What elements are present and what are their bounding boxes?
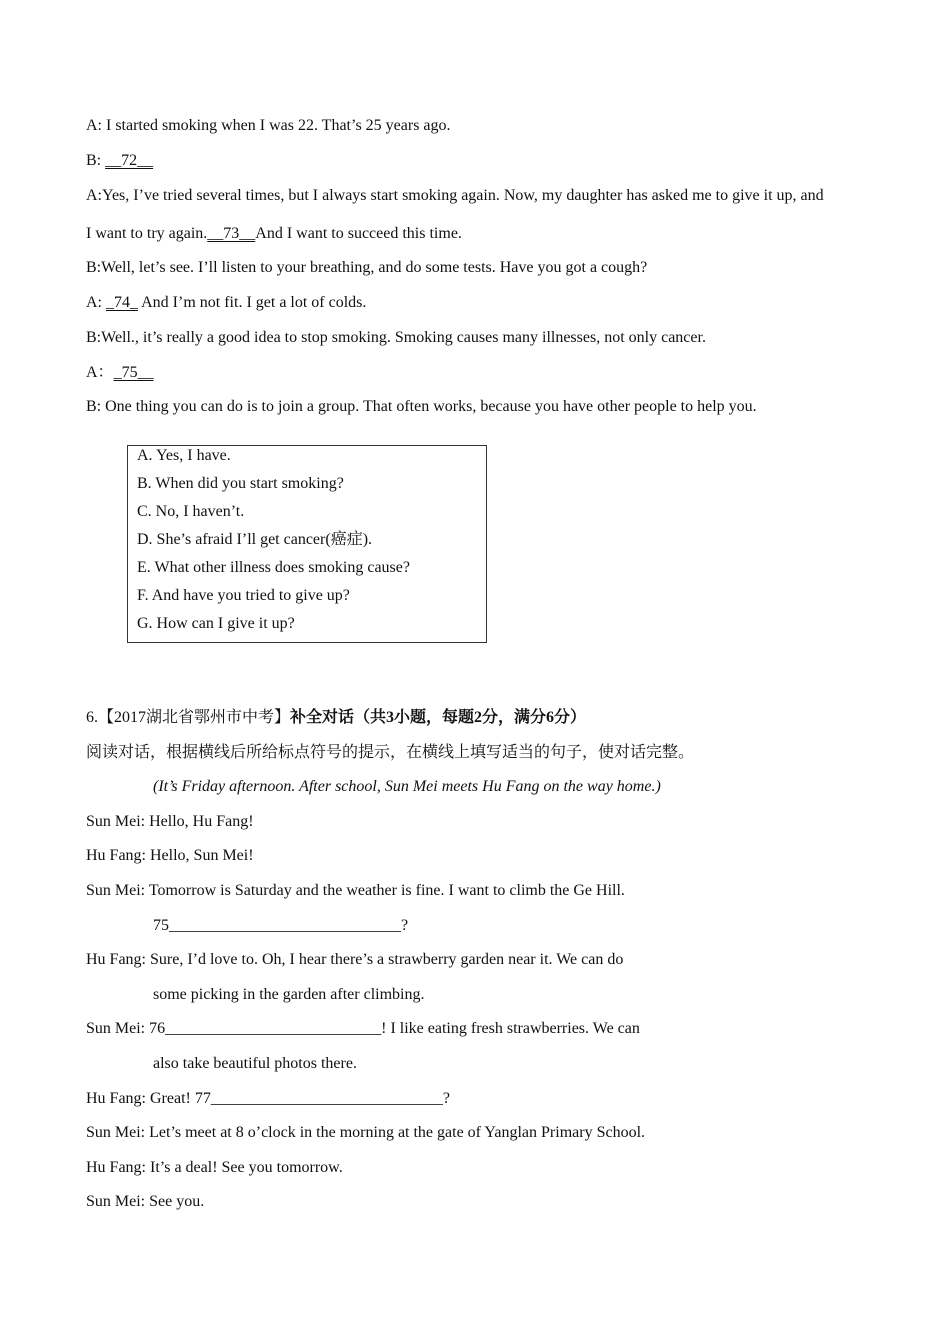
dialogue-line: Sun Mei: 76___________________________! I like eating fresh strawberries. We can [86,1020,640,1037]
question-heading [86,708,586,728]
line-text: B: [86,152,106,169]
blank-75: _75__ [113,364,154,381]
dialogue-line: B:Well, let’s see. I’ll listen to your breathing, and do some tests. Have you got a cough? [86,259,648,276]
option-f: F. And have you tried to give up? [137,587,350,604]
dialogue-line: Hu Fang: Great! 77_____________________________? [86,1090,450,1107]
line-text: A： [86,364,114,381]
instruction: 阅读对话，根据横线后所给标点符号的提示，在横线上填写适当的句子，使对话完整。 [86,744,695,761]
dialogue-line: B:Well., it’s really a good idea to stop smoking. Smoking causes many illnesses, not only cancer. [86,329,706,346]
question-number: 6. [86,709,98,726]
dialogue-line [86,363,154,383]
dialogue-line: Hu Fang: Sure, I’d love to. Oh, I hear there’s a strawberry garden near it. We can do [86,951,624,968]
line-text: And I want to succeed this time. [255,225,462,242]
question-title: 补全对话（共3小题，每题2分，满分6分） [290,709,587,726]
blank-74: _74_ [106,294,138,311]
option-c: C. No, I haven’t. [137,503,245,520]
option-g: G. How can I give it up? [137,615,295,632]
dialogue-line: Sun Mei: See you. [86,1193,205,1210]
line-text: A: [86,294,106,311]
dialogue-line: 75_____________________________? [153,917,409,934]
dialogue-line: A:Yes, I’ve tried several times, but I always start smoking again. Now, my daughter has asked me to give it up, and [86,187,824,204]
scene-description: (It’s Friday afternoon. After school, Sun Mei meets Hu Fang on the way home.) [153,778,661,795]
question-source: 【2017湖北省鄂州市中考】 [98,709,291,726]
option-a: A. Yes, I have. [137,447,231,464]
dialogue-line: B: One thing you can do is to join a group. That often works, because you have other people to help you. [86,398,757,415]
dialogue-line: Sun Mei: Tomorrow is Saturday and the weather is fine. I want to climb the Ge Hill. [86,882,625,899]
dialogue-line [86,151,153,171]
dialogue-line [86,293,366,313]
option-d: D. She’s afraid I’ll get cancer(癌症). [137,531,373,548]
blank-72: __72__ [105,152,154,169]
blank-73: __73__ [207,225,256,242]
dialogue-line [86,224,462,244]
dialogue-line: Hu Fang: It’s a deal! See you tomorrow. [86,1159,343,1176]
dialogue-line: Sun Mei: Let’s meet at 8 o’clock in the morning at the gate of Yanglan Primary School. [86,1124,646,1141]
line-text: And I’m not fit. I get a lot of colds. [138,294,367,311]
dialogue-line: also take beautiful photos there. [153,1055,357,1072]
dialogue-line: A: I started smoking when I was 22. That’s 25 years ago. [86,117,451,134]
dialogue-line: Hu Fang: Hello, Sun Mei! [86,847,254,864]
option-b: B. When did you start smoking? [137,475,344,492]
dialogue-line: Sun Mei: Hello, Hu Fang! [86,813,254,830]
option-e: E. What other illness does smoking cause? [137,559,410,576]
dialogue-line: some picking in the garden after climbing. [153,986,425,1003]
options-box [127,445,487,643]
line-text: I want to try again. [86,225,208,242]
